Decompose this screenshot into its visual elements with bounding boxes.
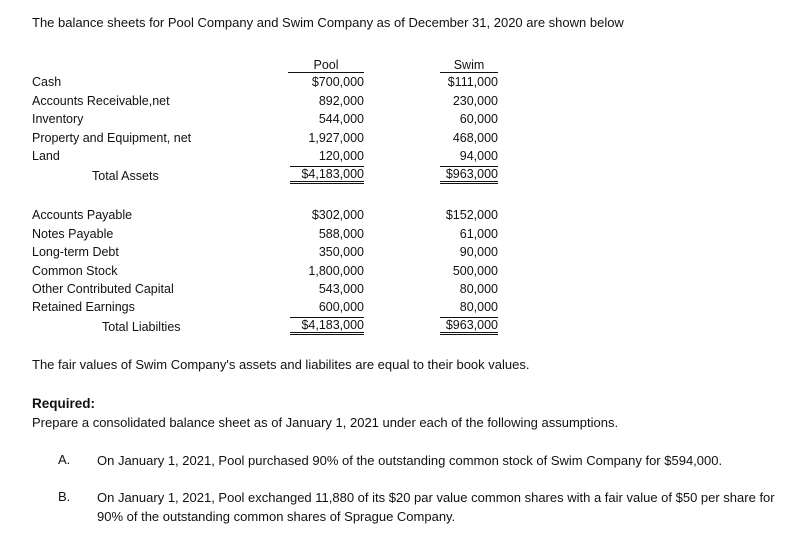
asset-pool-value: $700,000 (311, 75, 364, 89)
liability-label: Common Stock (32, 264, 118, 278)
liability-pool-value: $302,000 (311, 208, 364, 222)
asset-swim-value: 230,000 (452, 94, 498, 108)
liability-label: Other Contributed Capital (32, 282, 174, 296)
total-assets-pool: $4,183,000 (290, 166, 364, 184)
asset-pool-value: 544,000 (318, 112, 364, 126)
total-liabilities-swim: $963,000 (440, 317, 498, 335)
swim-column-header: Swim (440, 58, 498, 73)
asset-label: Accounts Receivable,net (32, 94, 170, 108)
required-heading: Required: (32, 396, 96, 411)
required-text: Prepare a consolidated balance sheet as of January 1, 2021 under each of the following assumptions. (32, 415, 619, 430)
liability-label: Long-term Debt (32, 245, 119, 259)
asset-label: Cash (32, 75, 62, 89)
item-text-a: On January 1, 2021, Pool purchased 90% of the outstanding common stock of Swim Company for $594,000. (97, 453, 723, 468)
liability-label: Notes Payable (32, 227, 114, 241)
liability-label: Retained Earnings (32, 300, 135, 314)
asset-pool-value: 1,927,000 (308, 131, 364, 145)
liability-swim-value: 80,000 (459, 282, 498, 296)
liability-pool-value: 350,000 (318, 245, 364, 259)
liability-label: Accounts Payable (32, 208, 133, 222)
liability-swim-value: 61,000 (459, 227, 498, 241)
asset-label: Land (32, 149, 60, 163)
asset-swim-value: 94,000 (459, 149, 498, 163)
liability-swim-value: 90,000 (459, 245, 498, 259)
asset-swim-value: 60,000 (459, 112, 498, 126)
liability-pool-value: 588,000 (318, 227, 364, 241)
liability-swim-value: 80,000 (459, 300, 498, 314)
liability-pool-value: 600,000 (318, 300, 364, 314)
liability-swim-value: $152,000 (445, 208, 498, 222)
asset-pool-value: 892,000 (318, 94, 364, 108)
item-letter-a: A. (58, 452, 71, 467)
fair-value-note: The fair values of Swim Company's assets and liabilites are equal to their book values. (32, 357, 530, 372)
asset-label: Inventory (32, 112, 84, 126)
pool-column-header: Pool (288, 58, 364, 73)
total-liabilities-label: Total Liabilties (102, 320, 181, 334)
asset-label: Property and Equipment, net (32, 131, 192, 145)
item-text-b: On January 1, 2021, Pool exchanged 11,880 of its $20 par value common shares with a fair value of $50 per share for 90% of the outstanding common shares of Sprague Company. (97, 490, 775, 524)
asset-swim-value: $111,000 (447, 75, 498, 89)
asset-swim-value: 468,000 (452, 131, 498, 145)
liability-swim-value: 500,000 (452, 264, 498, 278)
total-assets-label: Total Assets (92, 169, 159, 183)
liability-pool-value: 1,800,000 (308, 264, 364, 278)
asset-pool-value: 120,000 (318, 149, 364, 163)
liability-pool-value: 543,000 (318, 282, 364, 296)
item-letter-b: B. (58, 489, 71, 504)
total-liabilities-pool: $4,183,000 (290, 317, 364, 335)
intro-text: The balance sheets for Pool Company and Swim Company as of December 31, 2020 are shown below (32, 15, 624, 30)
total-assets-swim: $963,000 (440, 166, 498, 184)
